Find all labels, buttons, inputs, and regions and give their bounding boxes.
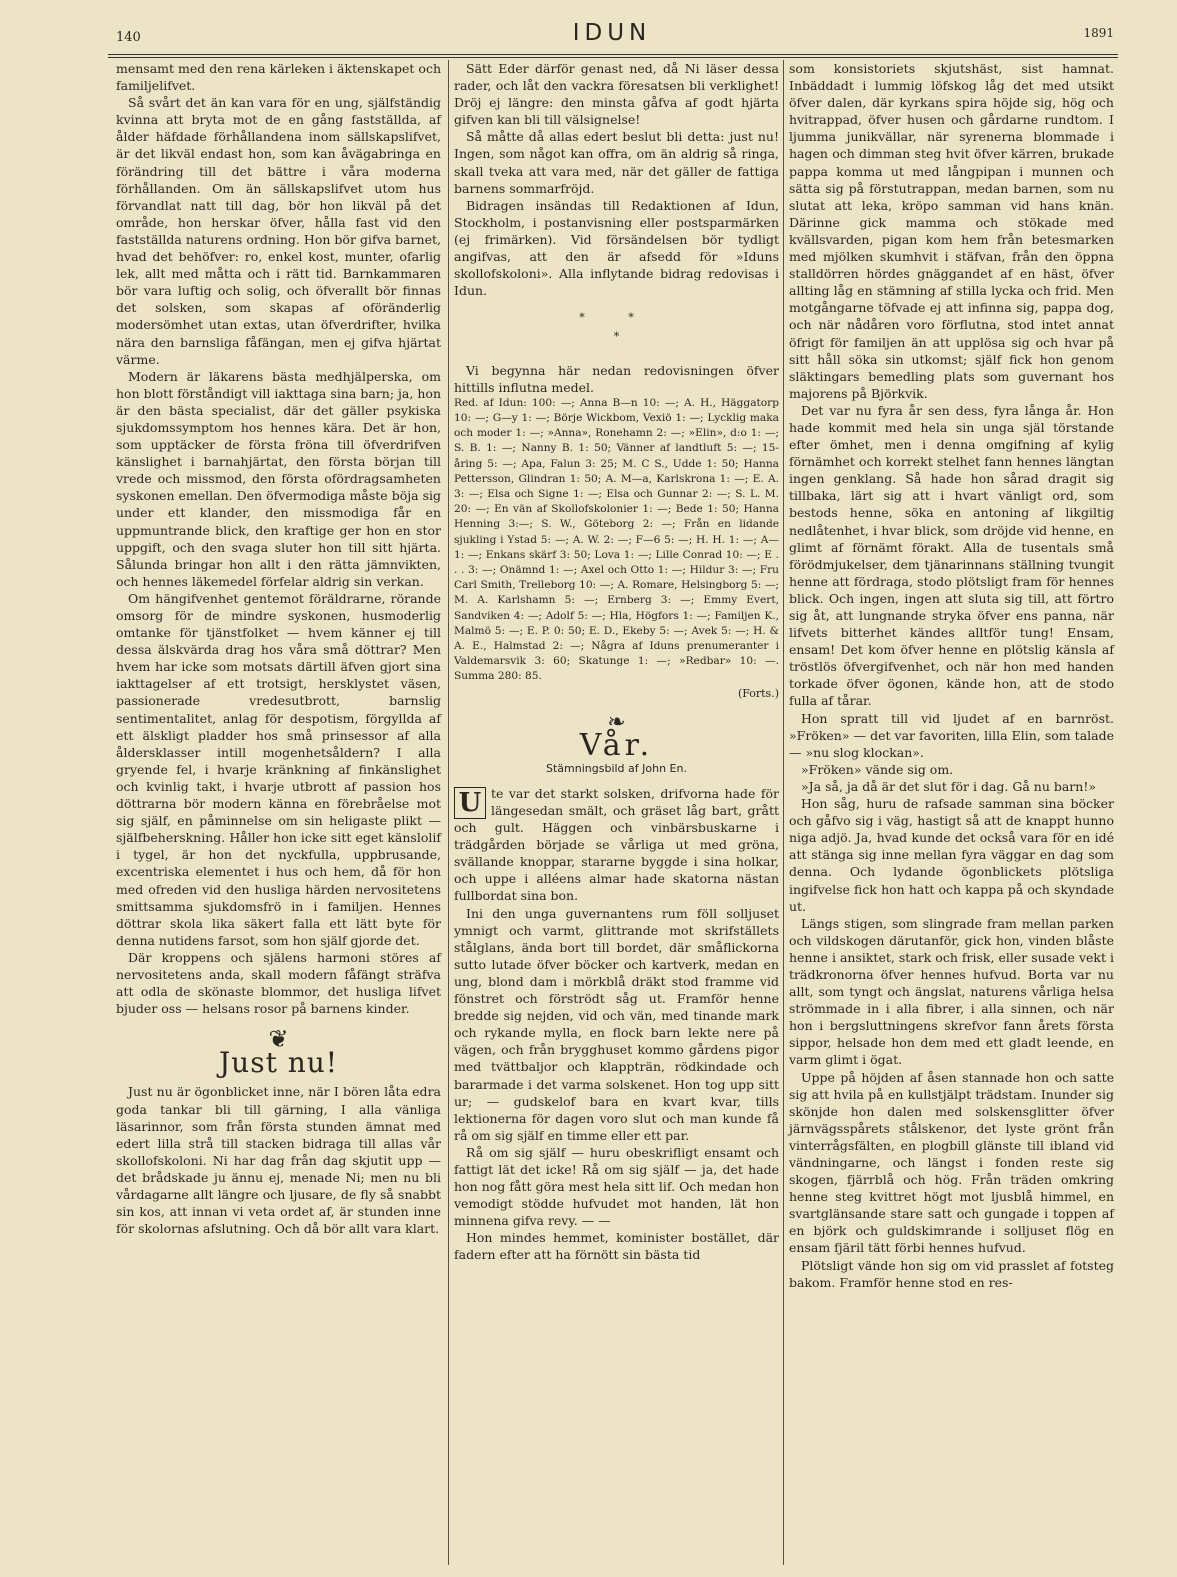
page-number: 140 <box>116 30 141 45</box>
drop-cap-paragraph <box>454 785 779 905</box>
paragraph: Så måtte då allas edert beslut bli detta: just nu! Ingen, som något kan offra, om än aldrig så ringa, skall tveka att vara med, när det gäller de fattiga barnens sommarfröjd. <box>454 129 779 196</box>
paragraph: mensamt med den rena kärleken i äktenskapet och familjelifvet. <box>116 61 441 94</box>
asterism: * <box>613 330 620 344</box>
paragraph: Plötsligt vände hon sig om vid prasslet af fotsteg bakom. Framför henne stod en res- <box>789 1257 1114 1290</box>
paragraph: Hon såg, huru de rafsade samman sina böcker och gåfvo sig i väg, hastigt så att de knappt hunno niga adjö. Ja, hvad kunde det också vara för en idé att stänga sig inne mellan fyra väggar en dag som denna. Och lydande ögonblickets plötsliga ingifvelse fick hon hatt och kappa på och skyndade ut. <box>789 796 1114 914</box>
article-subtitle: Stämningsbild af John En. <box>546 761 687 775</box>
ornament-icon: ❧ <box>607 709 626 735</box>
column-1 <box>116 60 441 1237</box>
page-header <box>108 18 1116 52</box>
paragraph: »Fröken» vände sig om. <box>801 761 954 777</box>
paragraph: Där kroppens och själens harmoni störes af nervositetens anda, skall modern fåfängt sträfva att odla de skönaste blommor, det husliga lifvet bjuder oss — helsans rosor på barnens kinder. <box>116 949 441 1017</box>
article-heading: Vår. <box>579 727 654 763</box>
column-divider <box>783 60 784 1565</box>
asterism: * * <box>579 311 654 325</box>
paragraph: Om hängifvenhet gentemot föräldrarne, rörande omsorg för de mindre syskonen, husmoderlig omtanke för tjänstfolket — hvem känner ej till dessa älskvärda drag hos våra små döttrar? Men hvem har icke som motsats därtill äfven gjort sina iakttagelser af ett trotsigt, hersklystet väsen, passionerade vredesutbrott, barnslig sentimentalitet, anlag för despotism, förgyllda af ett älskligt pladder hos små prinsessor af alla åldersklasser intill mogenhetsåldern? I alla gryende fel, i hvarje kränkning af finkänslighet och kvinlig takt, i hvarje utbrott af passion hos döttrarna bör modern känna en förebråelse mot sig själf, en påminnelse om sin heligaste plikt — själfbeherskning. Håller hon icke sitt eget känslolif i tygel, är hon det nyckfulla, uppbrusande, excentriska elementet i hus och hem, då för hon med ofreden vid den husliga härden nervositetens smittsamma sjukdomsfrö in i familjen. Hennes döttrar skola lika säkert falla ett lätt byte för denna nutidens farsot, som hon själf gjorde det. <box>116 590 441 948</box>
paragraph: Rå om sig själf — huru obeskrifligt ensamt och fattigt lät det icke! Rå om sig själf — ja, det hade hon nog fått göra mest hela sitt lif. Och medan hon vemodigt stödde hufvudet mot handen, lät hon minnena gifva revy. — — <box>454 1144 779 1229</box>
paragraph: Hon mindes hemmet, kominister bostället, där fadern efter att ha förnött sin bästa tid <box>454 1230 779 1263</box>
paragraph: Just nu är ögonblicket inne, när I bören låta edra goda tankar bli till gärning, I alla vänliga läsarinnor, som från första stunden ämnat med edert lilla strå till stacken bidraga till allas vår skollofskoloni. Ni har dag från dag skjutit upp — det brådskade ju ännu ej, menade Ni; men nu bli vårdagarne allt längre och ljusare, de fly så snabbt sin kos, att innan vi veta ordet af, är stunden inne för skolornas afslutning. Och då bör allt vara klart. <box>116 1084 441 1237</box>
paragraph: te var det starkt solsken, drifvorna hade för längesedan smält, och gräset låg bart, grått och gult. Häggen och vinbärsbuskarne i trädgården började se vårliga ut med gröna, svällande knoppar, stararne byggde i sina holkar, och uppe i alléens almar hade skatorna nästan fullbordat sina bon. <box>454 785 779 904</box>
paragraph: Uppe på höjden af åsen stannade hon och satte sig att hvila på en kullstjälpt trädstam. Inunder sig skönjde hon dalen med solskensglitter öfver järnvägsspårets stålskenor, det lyste grönt från vinterrågsfälten, en plogbill glänste till ibland vid vändningarne, och längst i fonden reste sig skogen, fjärrblå och hög. Från träden omkring henne steg kvittret högt mot ljusblå himmel, en svartglänsande stare satt och gungade i toppen af en björk och guldskimrande i solljuset flög en ensam fjäril tätt förbi hennes hufvud. <box>789 1069 1114 1256</box>
column-2 <box>454 60 779 1264</box>
paragraph: som konsistoriets skjutshäst, sist hamnat. Inbäddadt i lummig löfskog låg det med utsikt öfver dalen, där kyrkans spira höjde sig, hög och hvitrappad, öfver husen och gårdarne rundtom. I ljumma junikvällar, när syrenerna blommade i hagen och dimman steg hvit öfver kärren, brukade pappa komma ut med långpipan i munnen och sätta sig på förstutrappan, medan barnen, som nu slutat att leka, kröpo samman vid hans knän. Därinne gick mamma och stökade med kvällsvarden, pigan kom hem från betesmarken med mjölken skumhvit i stäfvan, från den öppna stalldörren hördes gnäggandet af en häst, öfver allting låg en stämning af stilla lycka och frid. Men motgångarne töfvade ej att infinna sig, pappa dog, och när nådåren voro förflutna, stod intet annat öfrigt för familjen än att upplösa sig och hvar på sitt håll söka sin utkomst; själf fick hon genom släktingars bemedling plats som guvernant hos majorens på Björkvik. <box>789 61 1114 401</box>
magazine-title: IDUN <box>572 20 652 46</box>
paragraph: Hon spratt till vid ljudet af en barnröst. »Fröken» — det var favoriten, lilla Elin, som talade — »nu slog klockan». <box>789 710 1114 760</box>
column-divider <box>448 60 449 1565</box>
paragraph: Längs stigen, som slingrade fram mellan parken och vildskogen därutanför, gick hon, vinden blåste henne i ansiktet, stark och frisk, eller susade vekt i trädkronorna öfver hennes hufvud. Borta var nu allt, som tyngt och ängslat, naturens vårliga helsa strömmade in i alla fibrer, i alla sinnen, och när hon i bergsluttningens skrefvor fann årets första sippor, helsade hon dem med ett gladt leende, en varm glimt i ögat. <box>789 915 1114 1068</box>
year: 1891 <box>1083 26 1114 40</box>
paragraph: Sätt Eder därför genast ned, då Ni läser dessa rader, och låt den vackra föresatsen bli verklighet! Dröj ej längre: den minsta gåfva af godt hjärta gifven kan bli till välsignelse! <box>454 61 779 128</box>
header-rule-double <box>108 57 1118 58</box>
paragraph: Modern är läkarens bästa medhjälperska, om hon blott förståndigt vill iakttaga sina barn; ja, hon är den bästa specialist, där det gäller psykiska sjukdomssymptom hos hennes kära. Det är hon, som upptäcker de första fröna till öfverdrifven känslighet i barnahjärtat, den första början till vrede och missmod, den första ofördragsamheten syskonen emellan. Den öfvermodiga måste böja sig under ett klander, den missmodiga får en uppmuntrande blick, den kraftige ger hon en stor uppgift, och den svaga sluter hon till sitt hjärta. Sålunda bringar hon allt i den rätta jämnvikten, och hennes läkemedel förfelar aldrig sin verkan. <box>116 368 441 589</box>
paragraph: Vi begynna här nedan redovisningen öfver hittills influtna medel. <box>454 362 779 395</box>
donation-list: Red. af Idun: 100: —; Anna B—n 10: —; A. H., Häggatorp 10: —; G—y 1: —; Börje Wickbom, Vexiö 1: —; Lycklig maka och moder 1: —; »Anna», Ronehamn 2: —; »Elin», d:o 1: —; S. B. 1: —; Nanny B. 1: 50; Vänner af landtluft 5: —; 15-åring 5: —; Apa, Falun 3: 25; M. C S., Udde 1: 50; Hanna Pettersson, Glindran 1: 50; A. M—a, Karlskrona 1: —; E. A. 3: —; Elsa och Signe 1: —; Elsa och Gunnar 2: —; S. L. M. 20: —; En vän af Skollofskolonier 1: —; Bede 1: 50; Hanna Henning 3:—; S. W., Göteborg 2: —; Från en lidande sjukling i Ystad 5: —; A. W. 2: —; F—6 5: —; H. H. 1: —; A— 1: —; Enkans skärf 3: 50; Lova 1: —; Lille Conrad 10: —; E . . . 3: —; Onämnd 1: —; Axel och Otto 1: —; Hildur 3: —; Fru Carl Smith, Trelleborg 10: —; A. Romare, Helsingborg 5: —; M. A. Karlshamn 5: —; Ernberg 3: —; Emmy Evert, Sandviken 4: —; Adolf 5: —; Hla, Högfors 1: —; Familjen K., Malmö 5: —; E. P. 0: 50; E. D., Ekeby 5: —; Avek 5: —; H. & A. E., Halmstad 2: —; Några af Iduns prenumeranter i Valdemarsvik 3: 60; Skatunge 1: —; »Redbar» 10: —. Summa 280: 85. <box>454 396 779 683</box>
paragraph: »Ja så, ja då är det slut för i dag. Gå nu barn!» <box>801 778 1096 794</box>
paragraph: Så svårt det än kan vara för en ung, själfständig kvinna att bryta mot de en gång fastställda, af ålder häfdade förhållandena inom sällskapslifvet, är det likväl endast hon, som kan åvägabringa en förändring till det bättre i våra moderna förhållanden. Om än sällskapslifvet utom hus förvandlat natt till dag, bör hon likväl på det område, hon herskar öfver, hålla fast vid den fastställda naturens ordning. Hon bör gifva barnet, hvad det behöfver: ro, enkel kost, munter, ofarlig lek, allt med måtta och i rätt tid. Barnkammaren bör vara luftig och solig, och öfverallt bör finnas det solsken, som skapas af oföränderlig modersömhet utan extas, utan öfverdrifter, hvilka nära den barnsliga fåfängan, men ej gifva hjärtat värme. <box>116 95 441 367</box>
drop-cap: U <box>454 787 486 819</box>
ornament-icon: ❦ <box>268 1025 289 1054</box>
continued-note: (Forts.) <box>737 686 779 700</box>
paragraph: Ini den unga guvernantens rum föll solljuset ymnigt och varmt, glittrande mot skrifställets stålglans, ända bort till bordet, där småflickorna sutto lutade öfver böcker och kartverk, medan en ung, blond dam i mörkblå dräkt stod framme vid fönstret och förströdt såg ut. Framför henne bredde sig nejden, vid och vän, med tinande mark och rykande mylla, en flock barn lekte nere på vägen, och från brygghuset kommo gårdens pigor med tvättbaljor och klappträn, rödkindade och bararmade i det varma solskenet. Hon tog upp sitt ur; — gudskelof bara en kvart kvar, tills lektionerna för dagen voro slut och man kunde få rå om sig själf en timme eller ett par. <box>454 905 779 1143</box>
article-heading: Just nu! <box>218 1046 339 1080</box>
column-3 <box>789 60 1114 1291</box>
header-rule <box>108 54 1118 55</box>
paragraph: Det var nu fyra år sen dess, fyra långa år. Hon hade kommit med hela sin unga själ törstande efter ömhet, men i denna omgifning af kylig förnämhet och korrekt stelhet fann hennes längtan ingen genklang. Så hade hon sårad dragit sig tillbaka, lärt sig att i hvart vänligt ord, som bestods henne, söka en antoning af likgiltig nedlåtenhet, i hvar blick, som dröjde vid henne, en glimt af förnämt förakt. Alla de tusentals små förödmjukelser, dem tjänarinnans ställning tvungit henne att fördraga, stodo plötsligt fram för hennes blick. Och ingen, ingen att sluta sig till, att förtro sig åt, att lungnande stryka öfver ens panna, när lifvets bitterhet kändes alltför tung! Ensam, ensam! Det kom öfver henne en plötslig känsla af tröstlös öfvergifvenhet, och när hon med handen torkade öfver ögonen, kände hon, att de stodo fulla af tårar. <box>789 402 1114 709</box>
paragraph: Bidragen insändas till Redaktionen af Idun, Stockholm, i postanvisning eller postsparmärken (ej frimärken). Vid försändelsen bör tydligt angifvas, att den är afsedd för »Iduns skollofskoloni». Alla inflytande bidrag redovisas i Idun. <box>454 197 779 299</box>
